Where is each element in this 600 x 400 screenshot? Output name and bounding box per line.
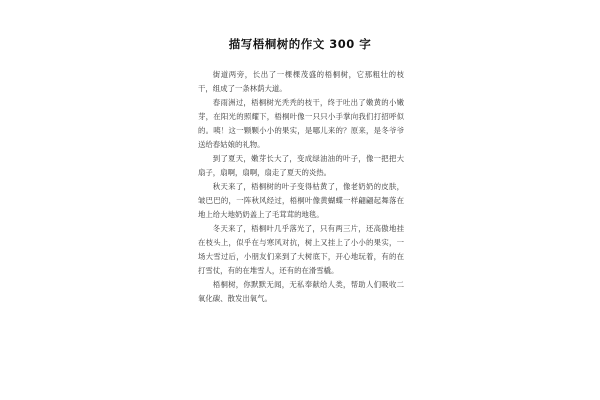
paragraph-2: 春雨洲过，梧桐树光秃秃的枝干，终于吐出了嫩黄的小嫩芽，在阳光的照耀下，梧桐叶像一只只小手掌向我们打招呼似的。咦！这一颗颗小小的果实，是哪儿来的？原来，是冬爷爷送给春姑娘的礼物。: [198, 98, 404, 149]
paragraph-1: 街道两旁，长出了一棵棵茂盛的梧桐树，它那粗壮的枝干，组成了一条林荫大道。: [198, 70, 404, 93]
paragraph-5: 冬天来了，梧桐叶几乎落光了，只有两三片，还高傲地挂在枝头上，似乎在与寒风对抗，树上又挂上了小小的果实，一场大雪过后，小朋友们来到了大树底下，开心地玩着，有的在打雪仗，有的在堆雪人，还有的在滑雪橇。: [198, 224, 404, 275]
paragraph-6: 梧桐树，你默默无闻，无私奉献给人类，帮助人们吸收二氧化碳、散发出氧气。: [198, 280, 404, 303]
document-title: 描写梧桐树的作文 300 字: [228, 37, 372, 51]
paragraph-3: 到了夏天，嫩芽长大了，变成绿油油的叶子，像一把把大扇子，扇啊，扇啊，扇走了夏天的炎热。: [198, 154, 404, 177]
paragraph-4: 秋天来了，梧桐树的叶子变得枯黄了，像老奶奶的皮肤，皱巴巴的，一阵秋风经过，梧桐叶像黄蝴蝶一样翩翩起舞落在地上给大地奶奶盖上了毛茸茸的地毯。: [198, 182, 404, 219]
essay-body: [198, 68, 404, 306]
